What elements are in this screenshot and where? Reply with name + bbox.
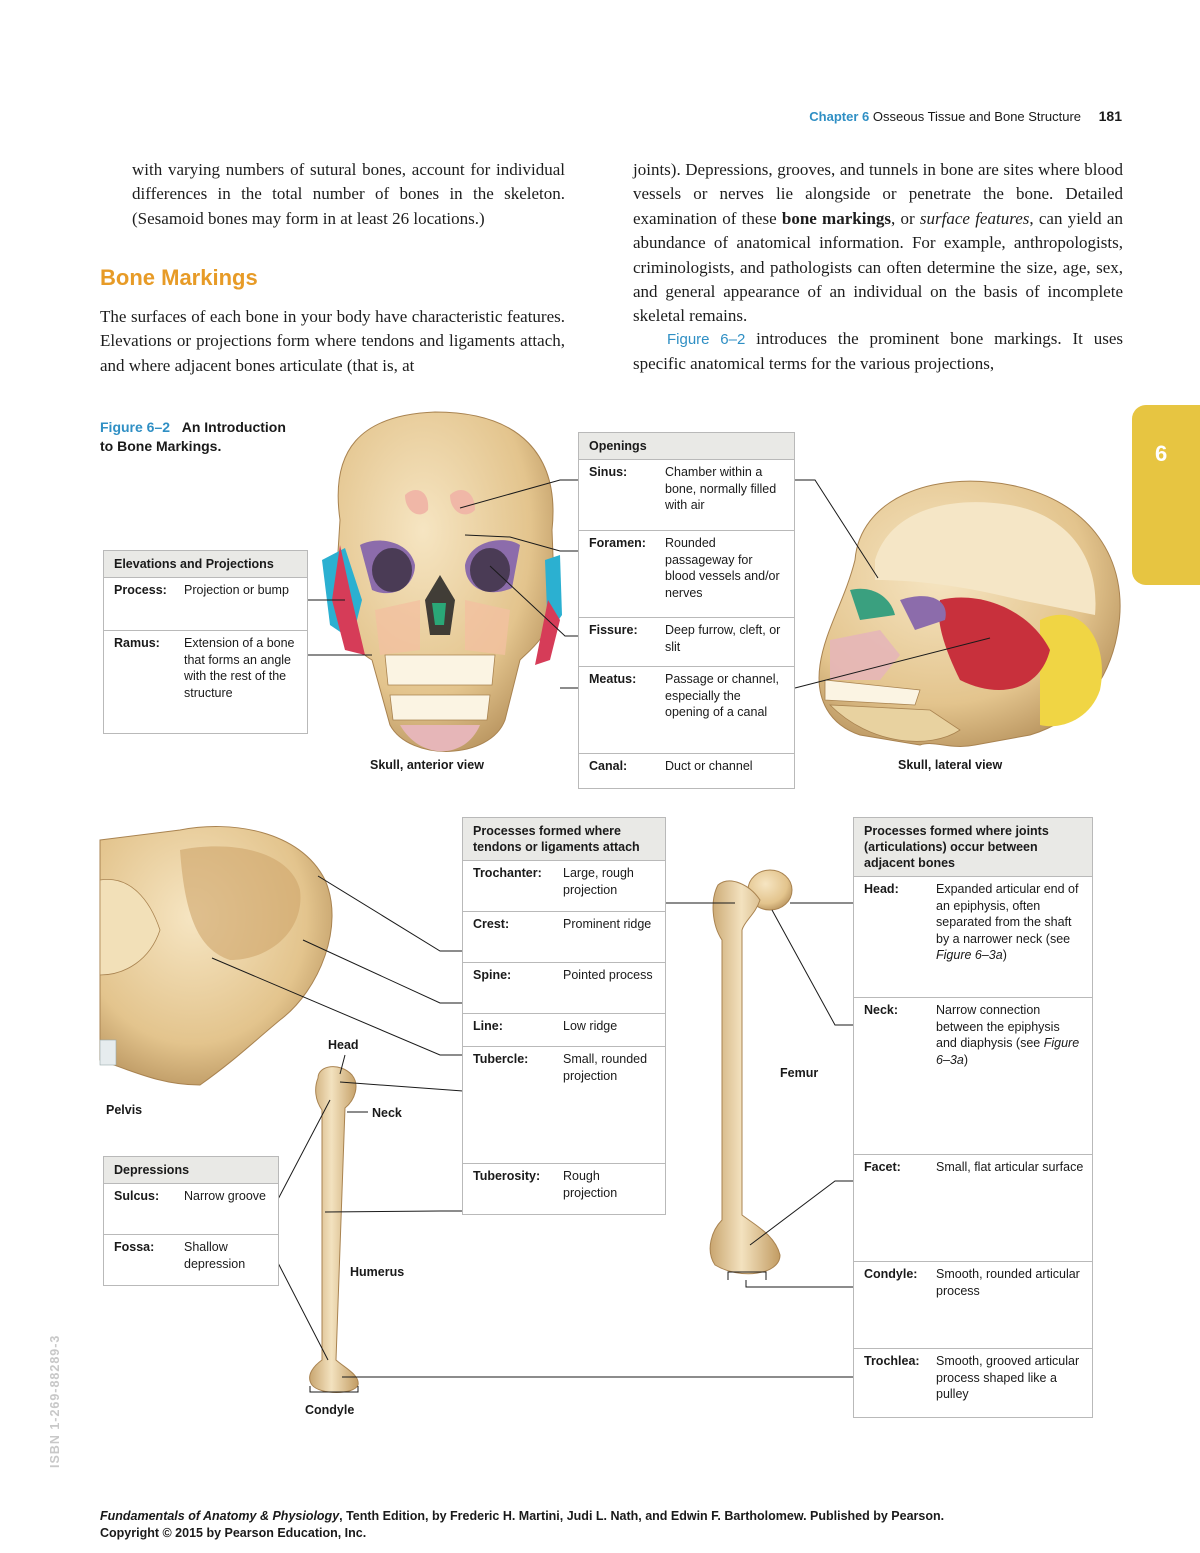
tendons-row-trochanter — [463, 861, 665, 912]
term-facet: Facet: — [864, 1160, 901, 1174]
term-trochlea: Trochlea: — [864, 1354, 920, 1368]
desc-fossa: Shallow depression — [184, 1240, 246, 1271]
elevations-row-process — [104, 578, 307, 631]
footer — [100, 1508, 944, 1542]
label-pelvis: Pelvis — [106, 1103, 143, 1117]
col2-text-a: joints). Depressions, grooves, and tunnels in bone are sites where blood vessels or nerves lie alongside or penetrate the bone. Detailed examination of these — [633, 160, 1123, 228]
term-bone-markings: bone markings — [781, 208, 892, 228]
term-neck: Neck: — [864, 1003, 899, 1017]
depressions-row-sulcus — [104, 1184, 278, 1235]
desc-condyle: Smooth, rounded articular process — [936, 1267, 1080, 1298]
humerus-illustration — [310, 1067, 359, 1393]
openings-row-canal — [579, 754, 794, 788]
desc-head-ref[interactable]: Figure 6–3a — [936, 948, 1003, 962]
joints-row-facet — [854, 1155, 1092, 1262]
desc-tubercle: Small, rounded projection — [563, 1052, 648, 1083]
label-femur: Femur — [780, 1066, 819, 1080]
footer-copyright: Copyright © 2015 by Pearson Education, Inc. — [100, 1526, 367, 1540]
desc-neck-ref[interactable]: Figure 6–3a — [936, 1036, 1080, 1067]
openings-row-foramen — [579, 531, 794, 618]
joints-header: Processes formed where joints (articulations) occur between adjacent bones — [854, 818, 1092, 877]
label-skull-anterior: Skull, anterior view — [370, 758, 484, 772]
isbn: ISBN 1-269-88289-3 — [48, 1334, 62, 1468]
term-head: Head: — [864, 882, 899, 896]
pelvis-illustration — [100, 827, 332, 1085]
desc-ramus: Extension of a bone that forms an angle with the rest of the structure — [184, 636, 295, 700]
skull-anterior-illustration — [322, 412, 562, 751]
depressions-row-fossa — [104, 1235, 278, 1285]
desc-sulcus: Narrow groove — [184, 1189, 266, 1203]
desc-neck-ref-post: ) — [963, 1052, 968, 1067]
skull-lateral-illustration — [819, 481, 1120, 746]
depressions-header: Depressions — [104, 1157, 278, 1184]
desc-foramen: Rounded passageway for blood vessels and/or nerves — [665, 536, 780, 600]
openings-row-sinus — [579, 460, 794, 531]
col1-para1: with varying numbers of sutural bones, account for individual differences in the total number of bones in the skeleton. (Sesamoid bones may form in at least 26 locations.) — [132, 160, 565, 228]
term-process: Process: — [114, 583, 167, 597]
tendons-row-line — [463, 1014, 665, 1047]
desc-fissure: Deep furrow, cleft, or slit — [665, 623, 781, 654]
openings-row-meatus — [579, 667, 794, 754]
col2-text-c: , or — [891, 208, 920, 228]
joints-row-trochlea — [854, 1349, 1092, 1417]
term-sinus: Sinus: — [589, 465, 628, 479]
page-number: 181 — [1098, 108, 1122, 124]
term-spine: Spine: — [473, 968, 512, 982]
elevations-box — [103, 550, 308, 734]
tendons-row-crest — [463, 912, 665, 963]
desc-spine: Pointed process — [563, 968, 653, 982]
term-tuberosity: Tuberosity: — [473, 1169, 541, 1183]
label-head: Head — [328, 1038, 359, 1052]
desc-head-text: Expanded articular end of an epiphysis, often separated from the shaft by a narrower neck — [936, 882, 1079, 946]
section-heading: Bone Markings — [100, 265, 258, 290]
figure-title-b: to Bone Markings. — [100, 438, 222, 454]
chapter-label: Chapter 6 — [809, 109, 870, 124]
figure-number: Figure 6–2 — [100, 419, 171, 435]
label-condyle: Condyle — [305, 1403, 355, 1417]
desc-process: Projection or bump — [184, 583, 289, 597]
desc-crest: Prominent ridge — [563, 917, 652, 931]
joints-row-head — [854, 877, 1092, 998]
desc-canal: Duct or channel — [665, 759, 753, 773]
elevations-row-ramus — [104, 631, 307, 733]
term-foramen: Foramen: — [589, 536, 646, 550]
term-canal: Canal: — [589, 759, 628, 773]
label-skull-lateral: Skull, lateral view — [898, 758, 1003, 772]
tendons-row-spine — [463, 963, 665, 1014]
desc-tuberosity: Rough projection — [563, 1169, 618, 1200]
desc-trochanter: Large, rough projection — [563, 866, 634, 897]
col1-para2: The surfaces of each bone in your body have characteristic features. Elevations or projections form where tendons and ligaments attach, and where adjacent bones articulate (that is, at — [100, 307, 565, 375]
term-condyle: Condyle: — [864, 1267, 918, 1281]
label-humerus: Humerus — [350, 1265, 405, 1279]
footer-line1: , Tenth Edition, by Frederic H. Martini, Judi L. Nath, and Edwin F. Bartholomew. Published by Pearson. — [339, 1509, 945, 1523]
openings-row-fissure — [579, 618, 794, 667]
tendons-row-tuberosity — [463, 1164, 665, 1214]
term-trochanter: Trochanter: — [473, 866, 542, 880]
figure-link[interactable]: Figure 6–2 — [667, 331, 746, 348]
tendons-header: Processes formed where tendons or ligaments attach — [463, 818, 665, 861]
col2-para2-text: introduces the prominent bone markings. It uses specific anatomical terms for the various projections, — [633, 329, 1123, 374]
desc-neck — [936, 1002, 1084, 1150]
term-crest: Crest: — [473, 917, 510, 931]
openings-box — [578, 432, 795, 789]
term-sulcus: Sulcus: — [114, 1189, 160, 1203]
joints-row-condyle — [854, 1262, 1092, 1349]
desc-head-ref-pre: (see — [1042, 931, 1071, 946]
figure-title-a: An Introduction — [181, 419, 286, 435]
col2-text-e: , can yield an abundance of anatomical information. For example, anthropologists, criminologists, and pathologists can often determine the size, age, sex, and general appearance of an individual on the basis of incomplete skeletal remains. — [633, 208, 1123, 326]
term-fossa: Fossa: — [114, 1240, 155, 1254]
label-neck: Neck — [372, 1106, 402, 1120]
desc-trochlea: Smooth, grooved articular process shaped like a pulley — [936, 1354, 1080, 1401]
desc-neck-text: Narrow connection between the epiphysis and diaphysis — [936, 1003, 1060, 1050]
elevations-header: Elevations and Projections — [104, 551, 307, 578]
desc-line: Low ridge — [563, 1019, 618, 1033]
term-meatus: Meatus: — [589, 672, 637, 686]
chapter-tab-number: 6 — [1155, 441, 1168, 466]
desc-neck-ref-pre: (see — [1012, 1036, 1044, 1050]
openings-header: Openings — [579, 433, 794, 460]
term-surface-features: surface features — [919, 208, 1030, 228]
desc-head — [936, 881, 1084, 993]
footer-book-title: Fundamentals of Anatomy & Physiology — [100, 1509, 340, 1523]
chapter-title: Osseous Tissue and Bone Structure — [872, 109, 1082, 124]
tendons-row-tubercle — [463, 1047, 665, 1164]
term-tubercle: Tubercle: — [473, 1052, 529, 1066]
joints-box — [853, 817, 1093, 1418]
depressions-box — [103, 1156, 279, 1286]
desc-sinus: Chamber within a bone, normally filled with air — [665, 465, 777, 512]
joints-row-neck — [854, 998, 1092, 1155]
desc-head-ref-post: ) — [1002, 948, 1007, 962]
tendons-box — [462, 817, 666, 1215]
term-ramus: Ramus: — [114, 636, 160, 650]
term-line: Line: — [473, 1019, 503, 1033]
term-fissure: Fissure: — [589, 623, 638, 637]
desc-meatus: Passage or channel, especially the opening of a canal — [665, 672, 779, 719]
desc-facet: Small, flat articular surface — [936, 1160, 1084, 1174]
